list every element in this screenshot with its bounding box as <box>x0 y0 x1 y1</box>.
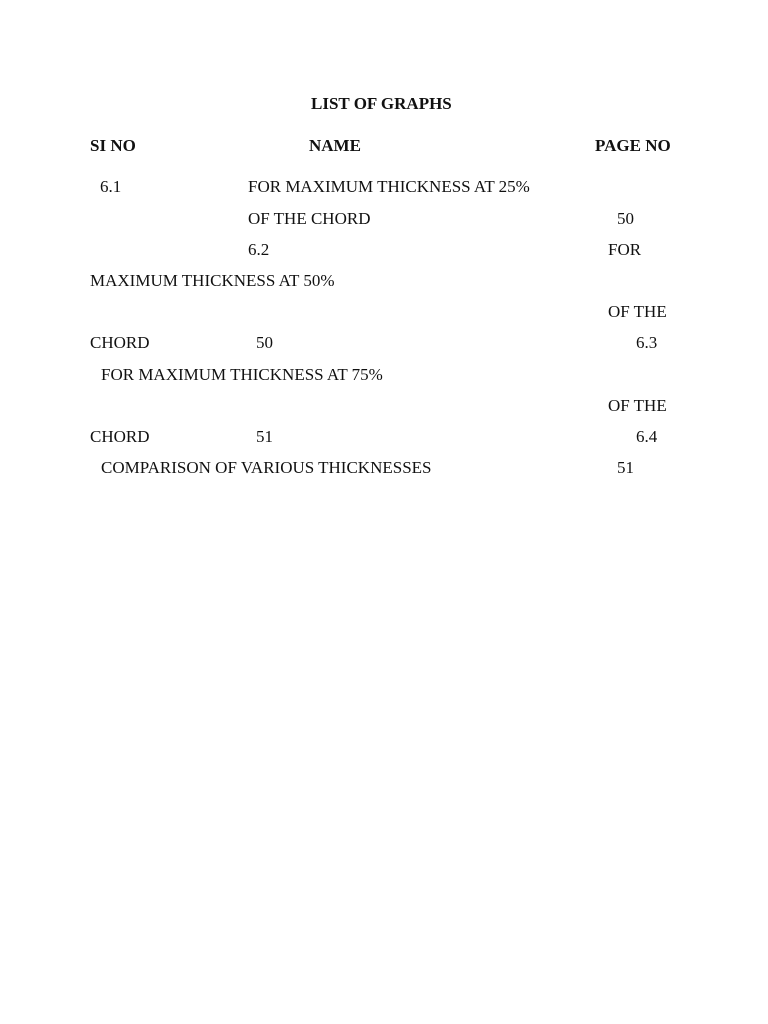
entry-text: CHORD <box>90 427 150 446</box>
entry-text: FOR MAXIMUM THICKNESS AT 75% <box>101 365 383 384</box>
entry-text: 6.4 <box>636 427 658 446</box>
entry-text: 6.3 <box>636 333 658 352</box>
entry-text: 50 <box>256 333 273 352</box>
entry-text: MAXIMUM THICKNESS AT 50% <box>90 271 335 290</box>
entry-text: 6.1 <box>100 177 122 196</box>
entry-text: FOR <box>608 240 642 259</box>
entry-text: OF THE CHORD <box>248 209 371 228</box>
entry-text: OF THE <box>608 396 667 415</box>
entry-text: COMPARISON OF VARIOUS THICKNESSES <box>101 458 432 477</box>
entry-text: 50 <box>617 209 634 228</box>
header-si-no: SI NO <box>90 136 136 155</box>
entry-text: OF THE <box>608 302 667 321</box>
page-title: LIST OF GRAPHS <box>311 94 452 113</box>
entry-text: 51 <box>617 458 634 477</box>
header-name: NAME <box>309 136 361 155</box>
entry-text: FOR MAXIMUM THICKNESS AT 25% <box>248 177 530 196</box>
entry-text: 6.2 <box>248 240 270 259</box>
entry-text: CHORD <box>90 333 150 352</box>
header-page-no: PAGE NO <box>595 136 671 155</box>
entry-text: 51 <box>256 427 273 446</box>
